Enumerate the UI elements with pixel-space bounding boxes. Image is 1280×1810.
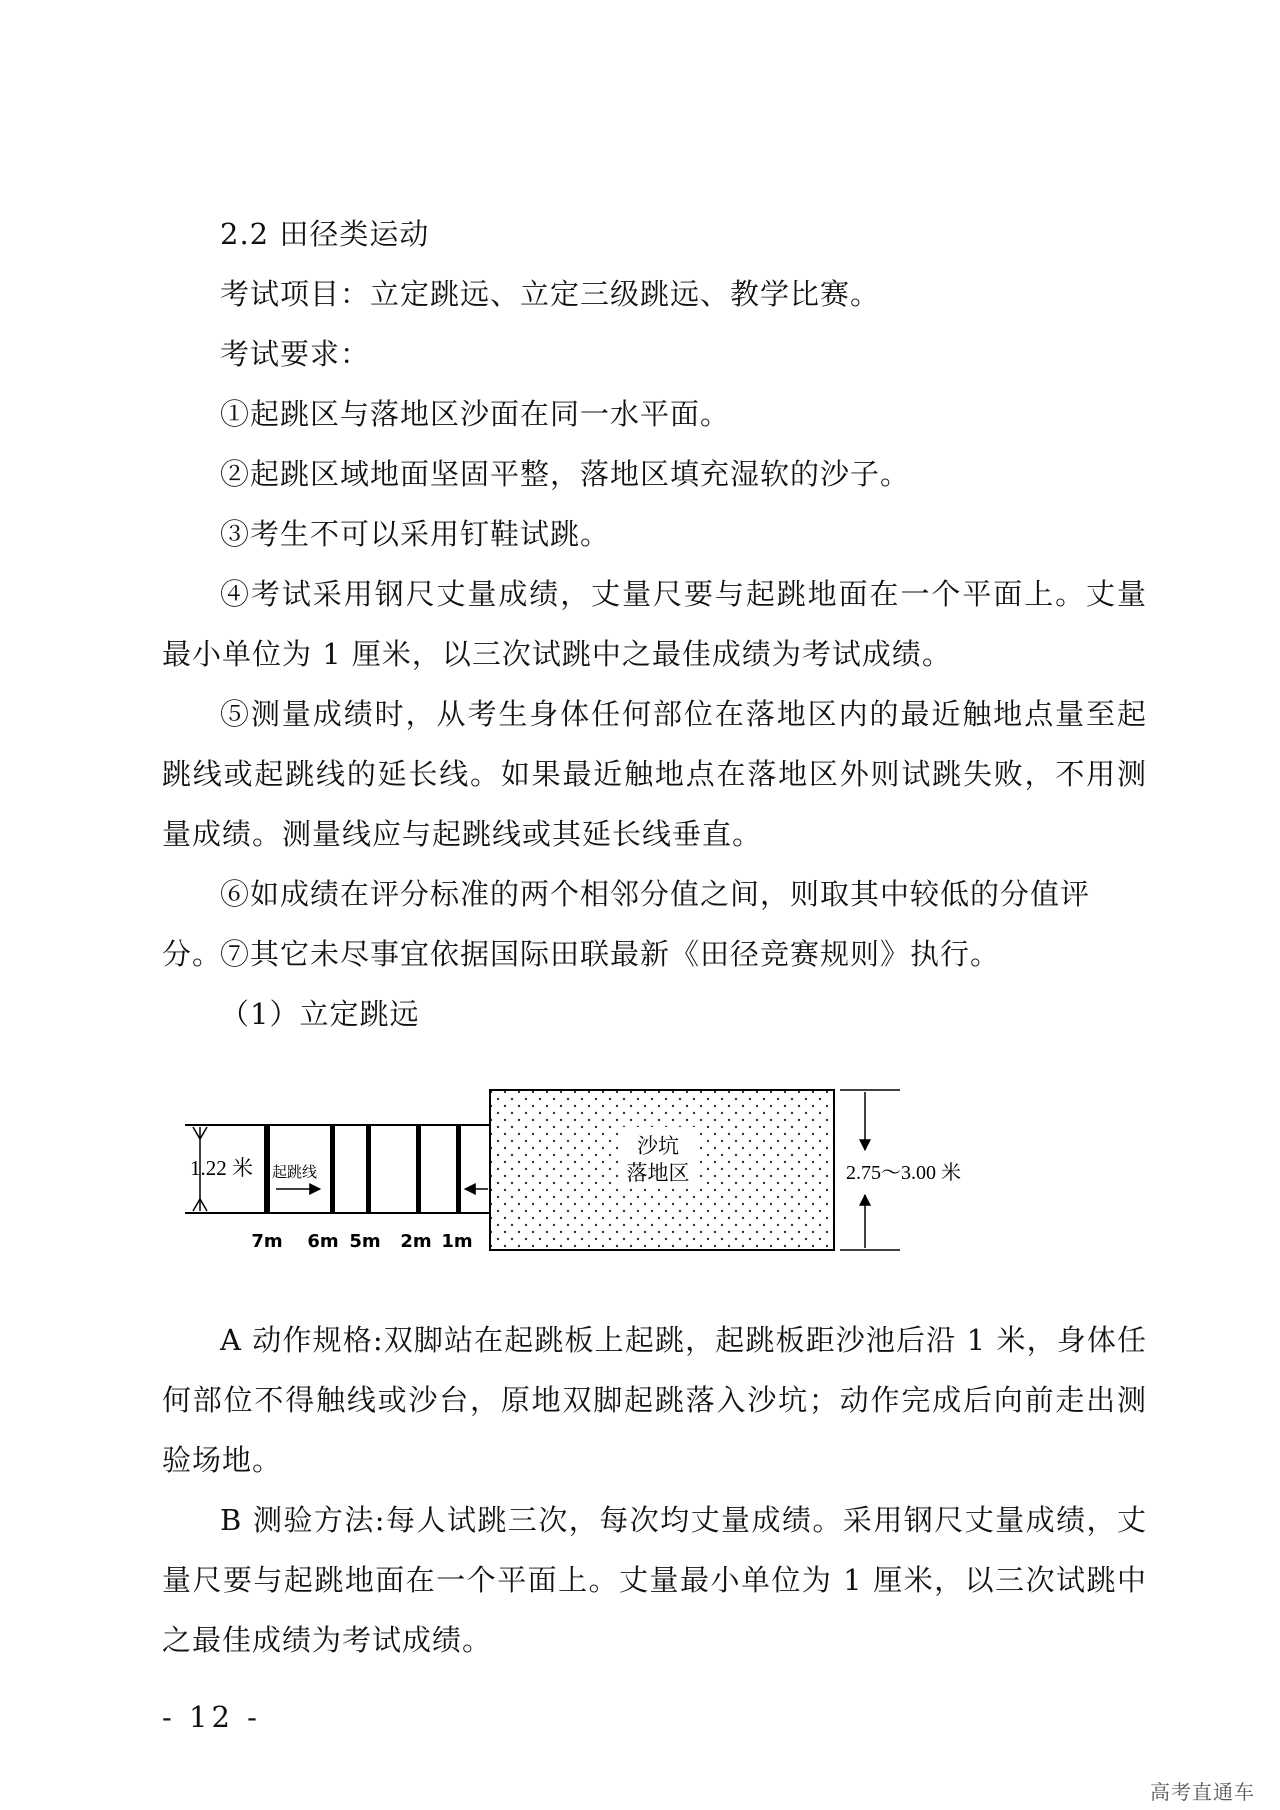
distance-label-6m: 6m [307, 1231, 339, 1252]
line-2m [416, 1125, 421, 1213]
section-title: 2.2 田径类运动 [220, 217, 430, 251]
requirement-item: ⑤测量成绩时，从考生身体任何部位在落地区内的最近触地点量至起跳线或起跳线的延长线。如果最近触地点在落地区外则试跳失败，不用测量成绩。测量线应与起跳线或其延长线垂直。 [162, 697, 1147, 851]
exam-items: 考试项目：立定跳远、立定三级跳远、教学比赛。 [220, 277, 881, 311]
distance-label-5m: 5m [349, 1231, 381, 1252]
subsection-title: （1）立定跳远 [220, 997, 420, 1031]
line-6m [330, 1125, 335, 1213]
width-label: 1.22 米 [190, 1156, 253, 1180]
pit-label-1: 沙坑 [637, 1134, 679, 1158]
action-spec: A 动作规格:双脚站在起跳板上起跳，起跳板距沙池后沿 1 米，身体任何部位不得触线或沙台，原地双脚起跳落入沙坑；动作完成后向前走出测验场地。 [162, 1323, 1147, 1477]
requirement-item: ②起跳区域地面坚固平整，落地区填充湿软的沙子。 [220, 457, 911, 491]
requirement-item: ①起跳区与落地区沙面在同一水平面。 [220, 397, 731, 431]
line-7m [264, 1125, 270, 1213]
distance-label-2m: 2m [400, 1231, 432, 1252]
page-number: - 12 - [162, 1700, 261, 1734]
watermark: 高考直通车 [1150, 1780, 1255, 1804]
takeoff-label: 起跳线 [272, 1163, 318, 1181]
test-method: B 测验方法:每人试跳三次，每次均丈量成绩。采用钢尺丈量成绩，丈量尺要与起跳地面在一个平面上。丈量最小单位为 1 厘米，以三次试跳中之最佳成绩为考试成绩。 [162, 1503, 1147, 1657]
requirement-item: ③考生不可以采用钉鞋试跳。 [220, 517, 611, 551]
distance-label-7m: 7m [251, 1231, 283, 1252]
requirement-item: ④考试采用钢尺丈量成绩，丈量尺要与起跳地面在一个平面上。丈量最小单位为 1 厘米，以三次试跳中之最佳成绩为考试成绩。 [162, 577, 1147, 671]
pit-label-2: 落地区 [626, 1161, 690, 1185]
requirement-item: ⑥如成绩在评分标准的两个相邻分值之间，则取其中较低的分值评分。 [162, 877, 1091, 971]
requirement-item: ⑦其它未尽事宜依据国际田联最新《田径竞赛规则》执行。 [220, 937, 1001, 971]
line-5m [366, 1125, 371, 1213]
line-1m [456, 1125, 461, 1213]
pit-width-label: 2.75～3.00 米 [846, 1162, 961, 1184]
standing-long-jump-diagram [180, 1075, 1040, 1265]
distance-label-1m: 1m [441, 1231, 473, 1252]
exam-requirements-heading: 考试要求： [220, 337, 371, 371]
